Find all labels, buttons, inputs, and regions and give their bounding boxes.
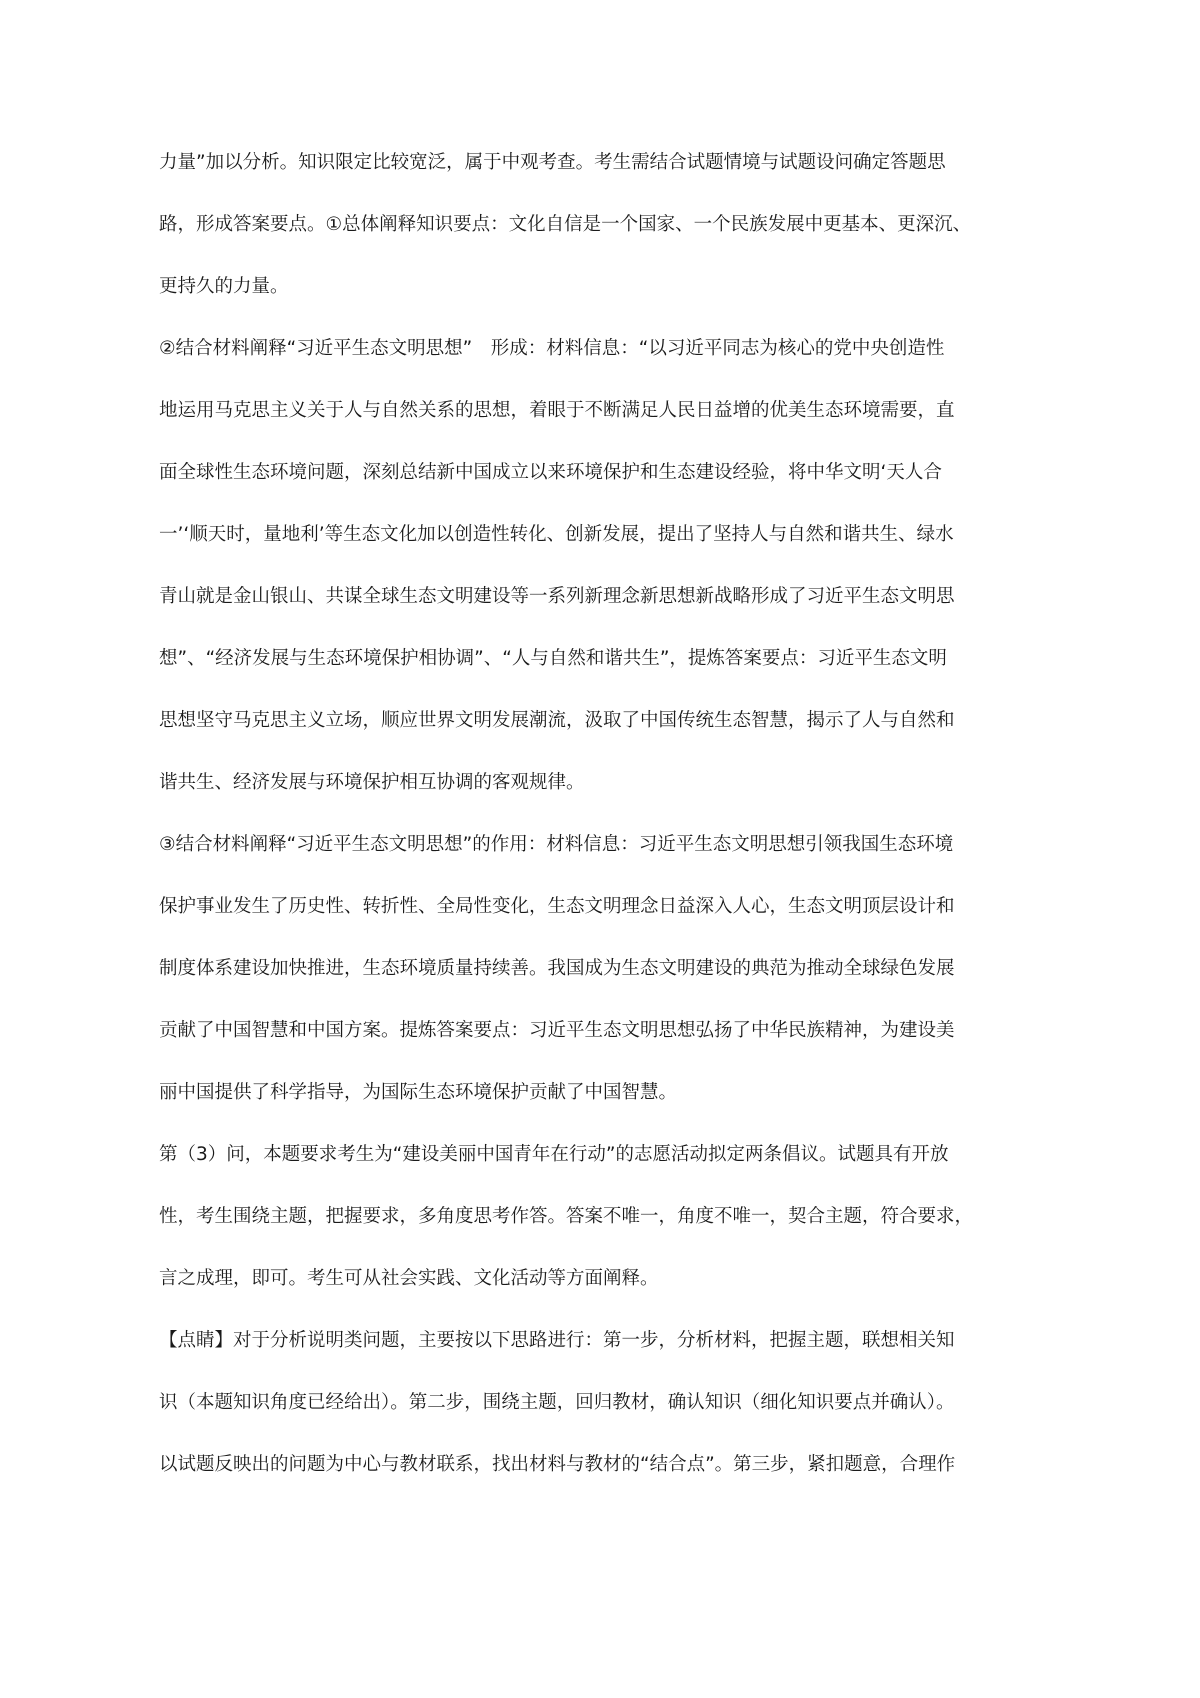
text-line: 思想坚守马克思主义立场，顺应世界文明发展潮流，汲取了中国传统生态智慧，揭示了人与自然和 — [159, 710, 955, 731]
text-line: 路，形成答案要点。①总体阐释知识要点：文化自信是一个国家、一个民族发展中更基本、更深沉、 — [159, 214, 972, 235]
text-line: 言之成理，即可。考生可从社会实践、文化活动等方面阐释。 — [159, 1268, 659, 1289]
text-line: ③结合材料阐释“习近平生态文明思想”的作用：材料信息：习近平生态文明思想引领我国生态环境 — [159, 834, 954, 855]
text-line: 想”、“经济发展与生态环境保护相协调”、“人与自然和谐共生”，提炼答案要点：习近平生态文明 — [159, 648, 947, 669]
text-line: 制度体系建设加快推进，生态环境质量持续善。我国成为生态文明建设的典范为推动全球绿色发展 — [159, 958, 955, 979]
text-line: 更持久的力量。 — [159, 276, 289, 297]
text-line: 第（3）问，本题要求考生为“建设美丽中国青年在行动”的志愿活动拟定两条倡议。试题具有开放 — [159, 1144, 949, 1165]
text-line: 一’‘顺天时，量地利’等生态文化加以创造性转化、创新发展，提出了坚持人与自然和谐共生、绿水 — [159, 524, 954, 545]
text-line: 识（本题知识角度已经给出）。第二步，围绕主题，回归教材，确认知识（细化知识要点并确认）。 — [159, 1392, 955, 1413]
text-line: 丽中国提供了科学指导，为国际生态环境保护贡献了中国智慧。 — [159, 1082, 678, 1103]
text-line: 地运用马克思主义关于人与自然关系的思想，着眼于不断满足人民日益增的优美生态环境需要，直 — [159, 400, 955, 421]
text-line: ②结合材料阐释“习近平生态文明思想” 形成：材料信息：“以习近平同志为核心的党中央创造性 — [159, 338, 945, 359]
text-line: 以试题反映出的问题为中心与教材联系，找出材料与教材的“结合点”。第三步，紧扣题意，合理作 — [159, 1454, 956, 1475]
text-line: 性，考生围绕主题，把握要求，多角度思考作答。答案不唯一，角度不唯一，契合主题，符合要求， — [159, 1206, 974, 1227]
text-line: 贡献了中国智慧和中国方案。提炼答案要点：习近平生态文明思想弘扬了中华民族精神，为建设美 — [159, 1020, 955, 1041]
text-line: 【点睛】对于分析说明类问题，主要按以下思路进行：第一步，分析材料，把握主题，联想相关知 — [159, 1330, 955, 1351]
text-line: 面全球性生态环境问题，深刻总结新中国成立以来环境保护和生态建设经验，将中华文明‘天人合 — [159, 462, 942, 483]
text-line: 保护事业发生了历史性、转折性、全局性变化，生态文明理念日益深入人心，生态文明顶层设计和 — [159, 896, 955, 917]
text-line: 谐共生、经济发展与环境保护相互协调的客观规律。 — [159, 772, 585, 793]
text-line: 青山就是金山银山、共谋全球生态文明建设等一系列新理念新思想新战略形成了习近平生态文明思 — [159, 586, 955, 607]
text-line: 力量”加以分析。知识限定比较宽泛，属于中观考查。考生需结合试题情境与试题设问确定答题思 — [159, 152, 946, 173]
